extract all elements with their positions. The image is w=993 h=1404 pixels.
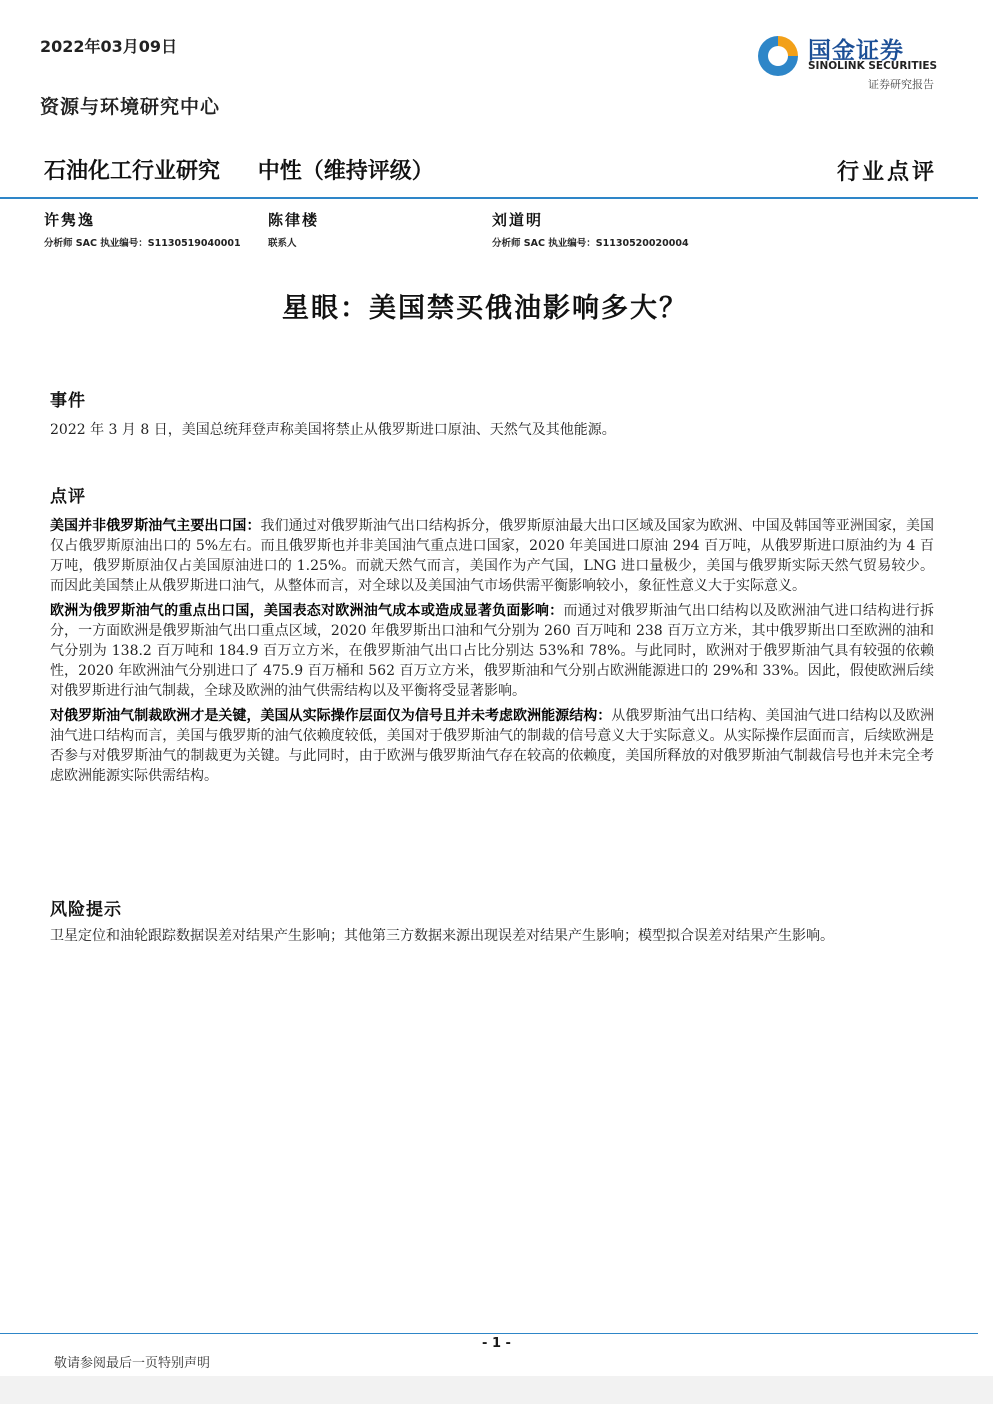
paragraph-lead: 欧洲为俄罗斯油气的重点出口国，美国表态对欧洲油气成本或造成显著负面影响： [50, 603, 564, 619]
review-paragraph [50, 601, 934, 701]
analyst-block [44, 209, 241, 249]
disclaimer-note: 敬请参阅最后一页特别声明 [54, 1356, 211, 1371]
analyst-meta: 分析师 SAC 执业编号：S1130520020004 [492, 238, 689, 249]
sinolink-logo-icon [756, 34, 800, 78]
paragraph-lead: 对俄罗斯油气制裁欧洲才是关键，美国从实际操作层面仅为信号且并未考虑欧洲能源结构： [50, 708, 612, 724]
paragraph-text: 我们通过对俄罗斯油气出口结构拆分，俄罗斯原油最大出口区域及国家为欧洲、中国及韩国等亚洲国家，美国仅占俄罗斯原油出口的 5%左右。而且俄罗斯也并非美国油气重点进口国家，2020 年美国进口原油 294 百万吨，从俄罗斯进口原油约为 4 百万吨，俄罗斯原油仅占美国原油进口的 1.25%。而就天然气而言，美国作为产气国，LNG 进口量极少，美国与俄罗斯实际天然气贸易较少。而因此美国禁止从俄罗斯进口油气，从整体而言，对全球以及美国油气市场供需平衡影响较小，象征性意义大于实际意义。 [50, 518, 934, 594]
report-title: 星眼：美国禁买俄油影响多大？ [282, 293, 688, 324]
review-paragraph [50, 516, 934, 596]
review-paragraph [50, 706, 934, 786]
analyst-block [492, 209, 689, 249]
footer-divider [0, 1333, 978, 1334]
bottom-band [0, 1376, 993, 1404]
logo-subtitle: 证券研究报告 [868, 78, 934, 91]
analyst-meta: 联系人 [268, 238, 297, 249]
company-logo [756, 30, 946, 92]
report-date: 2022年03月09日 [40, 37, 178, 56]
analyst-meta: 分析师 SAC 执业编号：S1130519040001 [44, 238, 241, 249]
sector-rating-line [44, 154, 464, 185]
page-number: - 1 - [482, 1336, 511, 1351]
analyst-name: 刘道明 [492, 211, 544, 229]
sector-name: 石油化工行业研究 [44, 159, 221, 184]
analyst-name: 许隽逸 [44, 211, 96, 229]
review-body [50, 516, 934, 791]
logo-name-en: SINOLINK SECURITIES [808, 60, 938, 72]
report-type: 行业点评 [836, 159, 937, 185]
header-divider [0, 197, 978, 199]
rating: 中性（维持评级） [257, 159, 434, 184]
section-heading-risk: 风险提示 [50, 900, 122, 920]
paragraph-text: 而通过对俄罗斯油气出口结构以及欧洲油气进口结构进行拆分，一方面欧洲是俄罗斯油气出口重点区域，2020 年俄罗斯出口油和气分别为 260 百万吨和 238 百万立方米，其中俄罗斯出口至欧洲的油和气分别为 138.2 百万吨和 184.9 百万立方米，在俄罗斯油气出口占比分别达 53%和 78%。与此同时，欧洲对于俄罗斯油气具有较强的依赖性，2020 年欧洲油气分别进口了 475.9 百万桶和 562 百万立方米，俄罗斯油和气分别占欧洲能源进口的 29%和 33%。因此，假使欧洲后续对俄罗斯进行油气制裁，全球及欧洲的油气供需结构以及平衡将受显著影响。 [50, 603, 935, 699]
section-heading-review: 点评 [50, 487, 86, 507]
logo-name-cn: 国金证券 [808, 38, 904, 64]
research-center-name: 资源与环境研究中心 [40, 96, 221, 118]
event-text: 2022 年 3 月 8 日，美国总统拜登声称美国将禁止从俄罗斯进口原油、天然气及其他能源。 [50, 422, 616, 438]
analyst-block [268, 209, 319, 249]
section-heading-event: 事件 [50, 391, 86, 411]
analyst-name: 陈律楼 [268, 211, 320, 229]
paragraph-lead: 美国并非俄罗斯油气主要出口国： [50, 518, 261, 534]
risk-text: 卫星定位和油轮跟踪数据误差对结果产生影响；其他第三方数据来源出现误差对结果产生影响；模型拟合误差对结果产生影响。 [50, 928, 834, 944]
paragraph-text: 从俄罗斯油气出口结构、美国油气进口结构以及欧洲油气进口结构而言，美国与俄罗斯的油气依赖度较低，美国对于俄罗斯油气的制裁的信号意义大于实际意义。从实际操作层面而言，后续欧洲是否参与对俄罗斯油气的制裁更为关键。与此同时，由于欧洲与俄罗斯油气存在较高的依赖度，美国所释放的对俄罗斯油气制裁信号也并未完全考虑欧洲能源实际供需结构。 [50, 708, 935, 784]
